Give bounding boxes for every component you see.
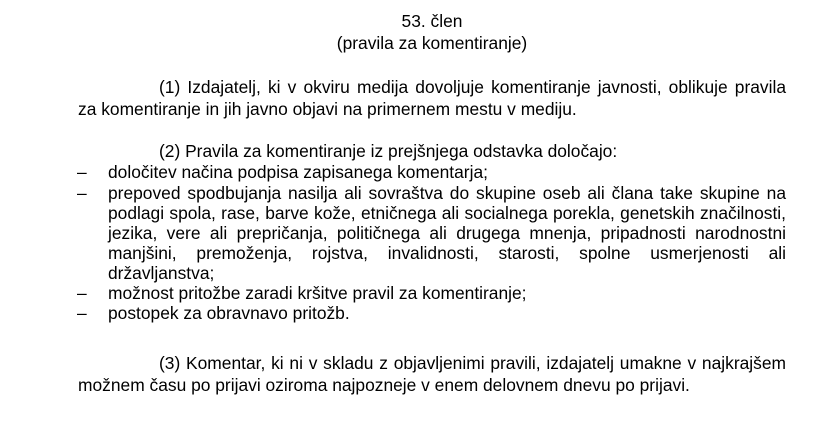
article-number: 53. člen (401, 11, 463, 31)
list-item (78, 162, 786, 183)
dash-bullet: – (77, 303, 87, 323)
paragraph-1 (78, 76, 786, 120)
paragraph-1-text: (1) Izdajatelj, ki v okviru medija dovoljuje komentiranje javnosti, oblikuje pravila za komentiranje in jih javno objavi na primernem mestu v mediju. (78, 77, 786, 119)
list-item-text: možnost pritožbe zaradi kršitve pravil za komentiranje; (108, 282, 527, 303)
paragraph-3 (78, 352, 786, 396)
paragraph-2-text: (2) Pravila za komentiranje iz prejšnjega odstavka določajo: (159, 141, 618, 161)
list-item-text: prepoved spodbujanja nasilja ali sovraštva do skupine oseb ali člana take skupine na podlagi spola, rase, barve kože, etničnega ali socialnega porekla, genetskih značilnosti, jezika, vere ali prepričanja, političnega ali drugega mnenja, pripadnosti narodnostni manjšini, premoženja, rojstva, invalidnosti, starosti, spolne usmerjenosti ali državljanstva; (108, 182, 786, 283)
list-item (78, 183, 786, 283)
list-item-text: postopek za obravnavo pritožb. (108, 303, 350, 323)
list-item-text: določitev načina podpisa zapisanega komentarja; (108, 162, 488, 182)
dash-bullet: – (77, 162, 87, 182)
article-title: (pravila za komentiranje) (336, 33, 528, 53)
dash-bullet: – (77, 182, 87, 203)
dash-bullet: – (77, 282, 87, 303)
list-item (78, 283, 786, 304)
paragraph-2 (78, 140, 786, 162)
paragraph-3-text: (3) Komentar, ki ni v skladu z objavljenimi pravili, izdajatelj umakne v najkrajšem možnem času po prijavi oziroma najpozneje v enem delovnem dnevu po prijavi. (78, 353, 786, 395)
list-item (78, 303, 786, 324)
rules-list (78, 162, 786, 324)
